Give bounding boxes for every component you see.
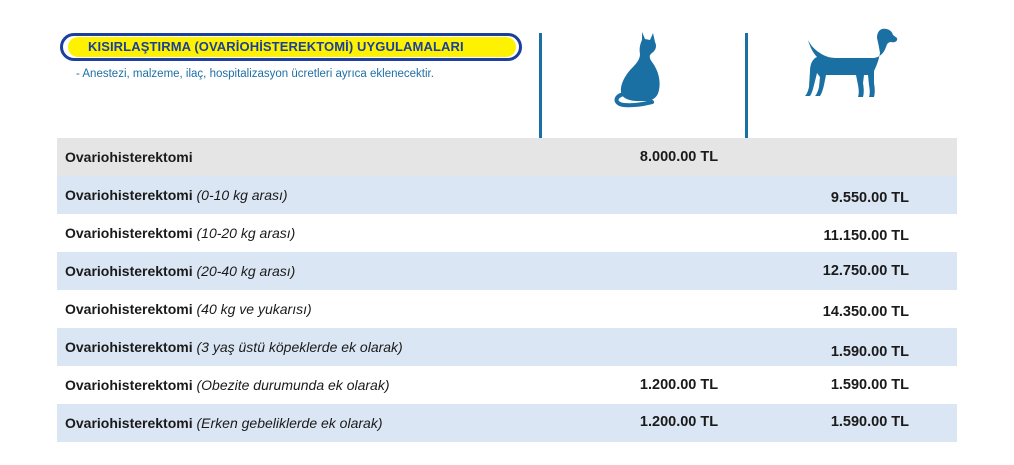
table-row <box>57 252 957 290</box>
row-name: Ovariohisterektomi <box>65 149 193 165</box>
dog-price: 1.590.00 TL <box>830 377 909 393</box>
dog-price: 1.590.00 TL <box>830 414 909 430</box>
page-subtitle: - Anestezi, malzeme, ilaç, hospitalizasyon ücretleri ayrıca eklenecektir. <box>76 68 434 80</box>
row-note: (40 kg ve yukarısı) <box>196 301 312 317</box>
row-name: Ovariohisterektomi <box>65 377 193 393</box>
row-label <box>65 252 295 290</box>
table-row <box>57 328 957 366</box>
table-row <box>57 138 957 176</box>
row-name: Ovariohisterektomi <box>65 263 193 279</box>
dog-price: 11.150.00 TL <box>823 228 909 244</box>
title-banner <box>60 33 522 61</box>
dog-price: 9.550.00 TL <box>830 190 909 206</box>
row-name: Ovariohisterektomi <box>65 225 193 241</box>
row-name: Ovariohisterektomi <box>65 301 193 317</box>
table-row <box>57 290 957 328</box>
row-label <box>65 404 382 442</box>
cat-icon <box>612 28 668 108</box>
cat-price: 8.000.00 TL <box>639 149 719 165</box>
row-name: Ovariohisterektomi <box>65 339 193 355</box>
row-label <box>65 138 193 176</box>
cat-price: 1.200.00 TL <box>639 377 719 393</box>
row-label <box>65 176 288 214</box>
table-row <box>57 404 957 442</box>
cat-price: 1.200.00 TL <box>639 414 719 430</box>
dog-price: 14.350.00 TL <box>822 304 909 320</box>
row-note: (10-20 kg arası) <box>196 225 296 241</box>
dog-price: 12.750.00 TL <box>822 263 909 279</box>
row-label <box>65 328 403 366</box>
dog-icon <box>800 25 900 103</box>
table-row <box>57 176 957 214</box>
row-name: Ovariohisterektomi <box>65 415 193 431</box>
dog-price: 1.590.00 TL <box>830 344 909 360</box>
row-name: Ovariohisterektomi <box>65 187 193 203</box>
row-label <box>65 290 312 328</box>
page-title: KISIRLAŞTIRMA (OVARİOHİSTEREKTOMİ) UYGULAMALARI <box>88 39 464 54</box>
row-label <box>65 214 295 252</box>
row-note: (Erken gebeliklerde ek olarak) <box>196 415 383 431</box>
row-label <box>65 366 390 404</box>
row-note: (20-40 kg arası) <box>196 263 296 279</box>
table-row <box>57 366 957 404</box>
row-note: (Obezite durumunda ek olarak) <box>196 377 390 393</box>
row-note: (0-10 kg arası) <box>196 187 288 203</box>
table-row <box>57 214 957 252</box>
row-note: (3 yaş üstü köpeklerde ek olarak) <box>196 339 403 355</box>
